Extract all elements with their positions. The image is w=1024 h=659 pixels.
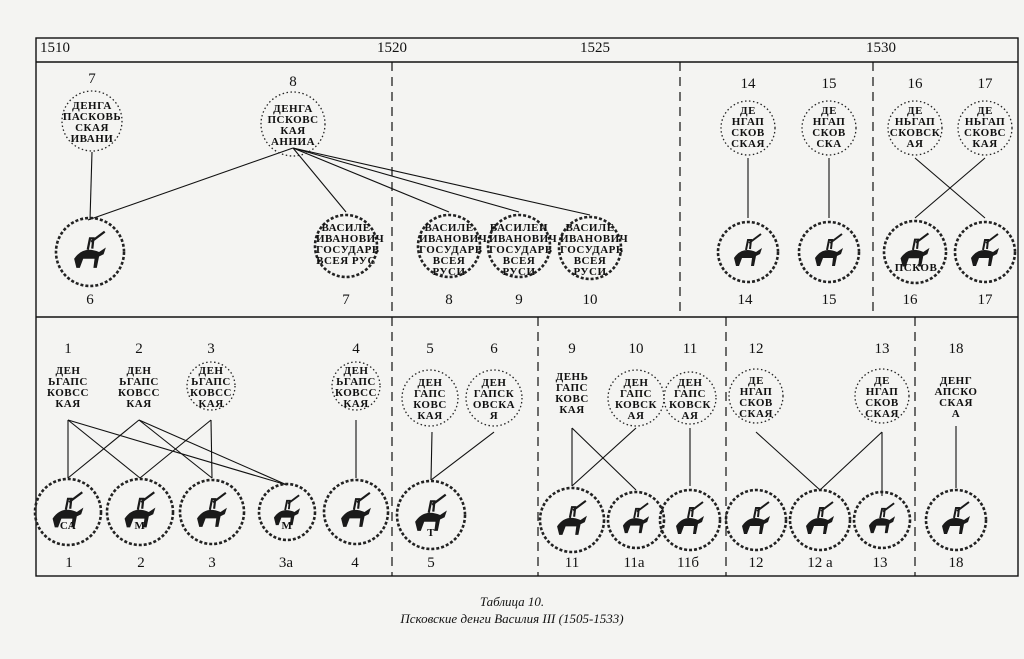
bottom-coin-number: 2 bbox=[137, 555, 145, 571]
bottom-coin-number: 2 bbox=[135, 341, 143, 357]
bottom-coin-number: 9 bbox=[568, 341, 576, 357]
coin-reverse-b18 bbox=[926, 490, 986, 550]
link-line bbox=[293, 148, 449, 212]
coin-mark-b2: М bbox=[134, 520, 146, 532]
bottom-coin-number: 4 bbox=[351, 555, 359, 571]
top-coin-number: 6 bbox=[86, 292, 94, 308]
coin-legend-b13: ДЕ НГАП СКОВ СКАЯ bbox=[865, 375, 899, 420]
link-line bbox=[139, 420, 287, 485]
coin-reverse-b11b bbox=[660, 490, 720, 550]
coin-mark-b5: Т bbox=[427, 527, 435, 539]
bottom-coin-number: 10 bbox=[628, 341, 644, 357]
link-line bbox=[293, 148, 590, 215]
coin-reverse-b4 bbox=[324, 480, 388, 544]
link-line bbox=[88, 148, 293, 220]
link-line bbox=[68, 420, 287, 485]
coin-legend-c17: ДЕ НЬГАП СКОВС КАЯ bbox=[964, 105, 1006, 150]
coin-legend-b6: ДЕН ГАПСК ОВСКА Я bbox=[472, 377, 516, 422]
link-line bbox=[431, 432, 432, 480]
coin-reverse-b1 bbox=[35, 479, 101, 545]
coin-legend-b5: ДЕН ГАПС КОВС КАЯ bbox=[413, 377, 447, 422]
year-1530-label: 1530 bbox=[866, 40, 896, 56]
bottom-coin-number: 11 bbox=[564, 555, 580, 571]
year-1510-label: 1510 bbox=[40, 40, 70, 56]
bottom-coin-number: 11 bbox=[682, 341, 698, 357]
bottom-coin-number: 12 а bbox=[807, 555, 833, 571]
coin-mark-c16: ПСКОВ bbox=[894, 262, 938, 274]
year-1525-label: 1525 bbox=[580, 40, 610, 56]
caption-title: Псковские денги Василия III (1505-1533) bbox=[400, 611, 624, 626]
coin-legend-b11: ДЕН ГАПС КОВСК АЯ bbox=[668, 377, 711, 422]
top-coin-number: 10 bbox=[582, 292, 598, 308]
link-line bbox=[820, 432, 882, 490]
coin-legend-c7: ДЕНГА ПАСКОВЬ СКАЯ ИВАНИ bbox=[62, 100, 122, 145]
coin-reverse-15 bbox=[799, 222, 859, 282]
coin-legend-b9: ДЕНЬ ГАПС КОВС КАЯ bbox=[555, 371, 589, 416]
coin-legend-b4: ДЕН ЬГАПС КОВСС КАЯ bbox=[335, 365, 377, 410]
coin-reverse-6 bbox=[56, 218, 124, 286]
link-line bbox=[211, 420, 212, 478]
year-1520-label: 1520 bbox=[377, 40, 407, 56]
coin-legend-b1: ДЕН ЬГАПС КОВСС КАЯ bbox=[47, 365, 89, 410]
coin-reverse-14 bbox=[718, 222, 778, 282]
coin-legend-r8: ВАСИЛЕ ИВАНОВИЧ ГОСУДАРЬ ВСЕЯ РУСИ bbox=[419, 222, 488, 278]
link-line bbox=[293, 148, 519, 212]
top-coin-number: 9 bbox=[515, 292, 523, 308]
link-line bbox=[431, 432, 494, 480]
bottom-coin-number: 3 bbox=[207, 341, 215, 357]
top-coin-number: 16 bbox=[907, 76, 923, 92]
coin-reverse-b3 bbox=[180, 480, 244, 544]
top-coin-number: 17 bbox=[977, 76, 993, 92]
coin-reverse-b2 bbox=[107, 479, 173, 545]
bottom-coin-number: 12 bbox=[748, 555, 764, 571]
top-coin-number: 15 bbox=[821, 76, 837, 92]
link-line bbox=[756, 432, 820, 490]
coin-mark-b3a: М bbox=[281, 520, 293, 532]
coin-reverse-b11 bbox=[540, 488, 604, 552]
link-line bbox=[90, 152, 92, 220]
bottom-coin-number: 4 bbox=[352, 341, 360, 357]
coin-legend-c16: ДЕ НЬГАП СКОВСК АЯ bbox=[889, 105, 941, 150]
bottom-coin-number: 5 bbox=[427, 555, 435, 571]
coin-legend-b3: ДЕН ЬГАПС КОВСС КАЯ bbox=[190, 365, 232, 410]
bottom-coin-number: 12 bbox=[748, 341, 764, 357]
top-coin-number: 17 bbox=[977, 292, 993, 308]
coin-legend-b18: ДЕНГ АПСКО СКАЯ А bbox=[934, 375, 978, 420]
top-coin-number: 8 bbox=[289, 74, 297, 90]
top-coin-number: 7 bbox=[88, 71, 96, 87]
bottom-coin-number: 13 bbox=[872, 555, 888, 571]
bottom-coin-number: 18 bbox=[948, 341, 964, 357]
coin-legend-c15: ДЕ НГАП СКОВ СКА bbox=[812, 105, 846, 150]
coin-reverse-b13 bbox=[854, 492, 910, 548]
coin-legend-b10: ДЕН ГАПС КОВСК АЯ bbox=[614, 377, 657, 422]
coin-legend-r9: ВАСИЛЕИ ИВАНОВИЧ ГОСУДАРЬ ВСЕЯ РУСИ bbox=[489, 222, 558, 278]
bottom-coin-number: 6 bbox=[490, 341, 498, 357]
top-coin-number: 14 bbox=[740, 76, 756, 92]
bottom-coin-number: 1 bbox=[65, 555, 73, 571]
bottom-coin-number: 11а bbox=[623, 555, 645, 571]
bottom-coin-number: 3 bbox=[208, 555, 216, 571]
bottom-coin-number: 1 bbox=[64, 341, 72, 357]
coin-legend-r10: ВАСИЛЕ ИВАНОВИЧ ГОСУДАРЬ ВСЕЯ РУСИ bbox=[560, 222, 629, 278]
coin-reverse-17 bbox=[955, 222, 1015, 282]
top-coin-number: 16 bbox=[902, 292, 918, 308]
coin-reverse-b12 bbox=[726, 490, 786, 550]
top-coin-number: 7 bbox=[342, 292, 350, 308]
coin-legend-b12: ДЕ НГАП СКОВ СКАЯ bbox=[739, 375, 773, 420]
coin-legend-c8: ДЕНГА ПСКОВС КАЯ АННИА bbox=[267, 103, 319, 148]
bottom-coin-number: 13 bbox=[874, 341, 890, 357]
bottom-coin-number: 18 bbox=[948, 555, 964, 571]
bottom-coin-number: 3а bbox=[278, 555, 294, 571]
top-coin-number: 14 bbox=[737, 292, 753, 308]
bottom-coin-number: 11б bbox=[676, 555, 700, 571]
bottom-coin-number: 5 bbox=[426, 341, 434, 357]
coin-mark-b1: СА bbox=[59, 520, 77, 532]
coin-reverse-b12a bbox=[790, 490, 850, 550]
coin-legend-b2: ДЕН ЬГАПС КОВСС КАЯ bbox=[118, 365, 160, 410]
top-coin-number: 8 bbox=[445, 292, 453, 308]
top-coin-number: 15 bbox=[821, 292, 837, 308]
coin-reverse-b11a bbox=[608, 492, 664, 548]
coin-legend-c14: ДЕ НГАП СКОВ СКАЯ bbox=[731, 105, 765, 150]
caption-table-number: Таблица 10. bbox=[479, 594, 545, 609]
coin-legend-r7: ВАСИЛЕ ИВАНОВИЧ ГОСУДАРЬ ВСЕЯ РУС bbox=[316, 222, 385, 267]
